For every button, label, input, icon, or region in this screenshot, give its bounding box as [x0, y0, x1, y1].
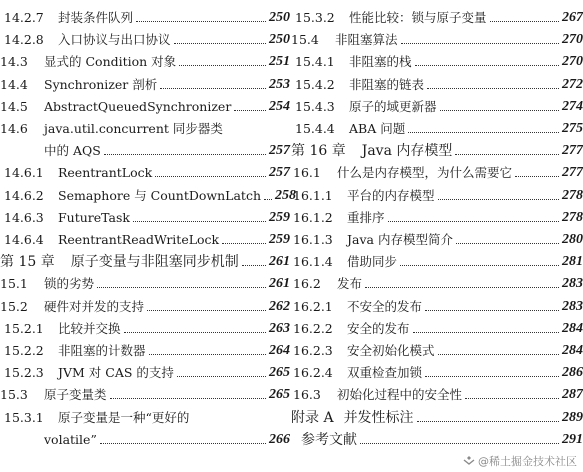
- dot-leader: [455, 154, 559, 155]
- dot-leader: [133, 221, 266, 222]
- toc-entry-title: 安全初始化模式: [347, 343, 435, 358]
- toc-entry[interactable]: [293, 359, 583, 381]
- toc-entry-title: 安全的发布: [347, 320, 410, 336]
- dot-leader: [360, 443, 559, 444]
- toc-entry-number: 15.1: [0, 276, 28, 292]
- toc-entry-number: 16.1.1: [293, 187, 333, 203]
- toc-entry-title: 借助同步: [347, 254, 398, 270]
- toc-entry-title: Java 内存模型简介: [347, 232, 453, 247]
- toc-entry-number: 15.2.2: [4, 343, 44, 358]
- toc-entry-number: 15.4.2: [295, 76, 335, 92]
- toc-entry-number: 16.3: [293, 387, 321, 403]
- toc-entry-page: 286: [562, 365, 583, 381]
- dot-leader: [147, 310, 266, 311]
- dot-leader: [110, 398, 266, 399]
- toc-entry-number: 15.2.1: [4, 320, 44, 336]
- toc-entry-page: 250: [269, 10, 290, 25]
- toc-entry-title: ABA 问题: [349, 121, 406, 136]
- toc-entry-page: 259: [269, 209, 290, 225]
- toc-entry-title: 非阻塞算法: [335, 32, 398, 48]
- toc-entry[interactable]: [4, 404, 290, 426]
- toc-chapter-heading[interactable]: [291, 137, 583, 159]
- toc-entry-title: 发布: [337, 276, 363, 292]
- toc-entry-number: 14.2.7: [4, 10, 44, 25]
- dot-leader: [234, 110, 266, 111]
- toc-entry-page: 291: [562, 431, 583, 447]
- dot-leader: [174, 43, 266, 44]
- toc-entry-number: 14.6.3: [4, 209, 44, 225]
- toc-entry[interactable]: [4, 359, 290, 381]
- dot-leader: [155, 176, 266, 177]
- toc-entry-title: ReentrantLock: [58, 165, 153, 181]
- appendix-label: 附录 A: [291, 409, 334, 426]
- toc-entry-number: 16.2.1: [293, 298, 333, 314]
- toc-entry-title: 不安全的发布: [347, 298, 423, 314]
- watermark-text: @稀土掘金技术社区: [478, 455, 577, 468]
- toc-entry-number: 15.2.3: [4, 365, 44, 381]
- toc-entry[interactable]: [293, 182, 583, 204]
- toc-entry[interactable]: [293, 315, 583, 337]
- dot-leader: [136, 21, 266, 22]
- toc-entry[interactable]: [295, 48, 583, 70]
- toc-entry-title: 硬件对并发的支持: [44, 298, 145, 314]
- toc-entry-page: 261: [269, 276, 290, 292]
- dot-leader: [222, 243, 266, 244]
- toc-entry[interactable]: [293, 248, 583, 270]
- dot-leader: [104, 154, 266, 155]
- toc-entry-page: 284: [562, 320, 583, 336]
- dot-leader: [242, 265, 266, 266]
- toc-entry-number: 16.2.4: [293, 365, 333, 381]
- toc-entry[interactable]: [4, 182, 297, 204]
- dot-leader: [490, 21, 559, 22]
- dot-leader: [415, 65, 559, 66]
- toc-entry[interactable]: [293, 293, 583, 315]
- juejin-logo-icon: [463, 456, 475, 466]
- toc-entry-page: 277: [562, 165, 583, 181]
- toc-entry-page: 250: [269, 32, 290, 48]
- toc-entry-number: 16.2: [293, 276, 321, 292]
- toc-entry-page: 275: [562, 121, 583, 136]
- toc-entry-number: 15.3.2: [295, 10, 335, 25]
- toc-entry-page: 270: [562, 32, 583, 48]
- toc-entry-page: 264: [269, 343, 290, 358]
- toc-entry[interactable]: [293, 159, 583, 181]
- toc-entry-title: 原子变量是一种“更好的: [58, 409, 190, 425]
- toc-entry-number: 14.6: [0, 121, 28, 136]
- toc-entry-page: 259: [269, 232, 290, 247]
- toc-entry[interactable]: [293, 204, 583, 226]
- dot-leader: [427, 88, 559, 89]
- toc-entry-title: 初始化过程中的安全性: [337, 387, 463, 403]
- toc-entry[interactable]: [291, 26, 583, 48]
- toc-entry-number: 15.4: [291, 32, 319, 48]
- toc-entry[interactable]: [293, 226, 583, 248]
- toc-entry[interactable]: [295, 71, 583, 93]
- dot-leader: [408, 132, 559, 133]
- toc-entry[interactable]: [0, 270, 290, 292]
- watermark: [463, 453, 577, 469]
- dot-leader: [465, 398, 559, 399]
- toc-entry-number: 14.4: [0, 76, 28, 92]
- toc-entry-page: 284: [562, 343, 583, 358]
- toc-entry[interactable]: [0, 48, 290, 70]
- toc-entry-title: 锁的劣势: [44, 276, 95, 292]
- dot-leader: [440, 110, 559, 111]
- toc-chapter-heading[interactable]: [0, 248, 290, 270]
- toc-entry[interactable]: [4, 159, 290, 181]
- dot-leader: [97, 287, 266, 288]
- toc-entry-title: 原子的域更新器: [349, 98, 437, 114]
- toc-entry[interactable]: [4, 204, 290, 226]
- toc-entry-number: 14.6.1: [4, 165, 44, 181]
- toc-entry-number: 14.6.2: [4, 187, 44, 203]
- toc-entry-title: Synchronizer 剖析: [44, 76, 158, 92]
- toc-entry[interactable]: [293, 337, 583, 359]
- toc-entry-number: 15.2: [0, 298, 28, 314]
- toc-entry[interactable]: [295, 93, 583, 115]
- dot-leader: [425, 310, 559, 311]
- toc-entry[interactable]: [0, 71, 290, 93]
- dot-leader: [264, 199, 272, 200]
- toc-entry-page: 283: [562, 276, 583, 292]
- toc-entry-title: 中的 AQS: [44, 143, 101, 159]
- toc-entry-title: 什么是内存模型，为什么需要它: [337, 165, 513, 181]
- toc-appendix-heading[interactable]: [291, 404, 583, 426]
- toc-entry-page: 253: [269, 76, 290, 92]
- toc-entry-number: 14.2.8: [4, 32, 44, 48]
- toc-entry-page: 263: [269, 320, 290, 336]
- toc-entry-number: 16.2.2: [293, 320, 333, 336]
- dot-leader: [400, 265, 559, 266]
- dot-leader: [388, 221, 559, 222]
- toc-entry-page: 262: [269, 298, 290, 314]
- toc-entry-title: volatile”: [44, 431, 97, 447]
- toc-entry-page: 257: [269, 143, 290, 159]
- toc-entry-number: 15.3.1: [4, 409, 44, 425]
- dot-leader: [124, 332, 266, 333]
- toc-entry-title: 封装条件队列: [58, 10, 134, 25]
- toc-entry-number: 16.1: [293, 165, 321, 181]
- toc-entry[interactable]: [4, 26, 290, 48]
- dot-leader: [438, 199, 559, 200]
- toc-entry-page: 289: [562, 409, 583, 425]
- toc-entry-number: 16.1.3: [293, 232, 333, 247]
- dot-leader: [425, 376, 559, 377]
- toc-entry-title: 比较并交换: [58, 320, 121, 336]
- dot-leader: [179, 65, 266, 66]
- chapter-title: 原子变量与非阻塞同步机制: [70, 254, 239, 271]
- toc-entry[interactable]: [295, 115, 583, 137]
- dot-leader: [100, 443, 266, 444]
- toc-entry-page: 265: [269, 365, 290, 381]
- toc-entry-page: 270: [562, 54, 583, 70]
- toc-entry-continuation[interactable]: [44, 137, 290, 159]
- toc-entry-page: 258: [275, 187, 297, 203]
- dot-leader: [456, 243, 559, 244]
- toc-entry-page: 266: [269, 431, 290, 447]
- dot-leader: [177, 376, 266, 377]
- toc-entry-title: ReentrantReadWriteLock: [58, 232, 220, 247]
- toc-entry-number: 15.4.4: [295, 121, 335, 136]
- toc-entry-title: 双重检查加锁: [347, 365, 423, 381]
- toc-entry[interactable]: [295, 4, 583, 26]
- toc-entry-number: 14.5: [0, 98, 28, 114]
- toc-entry-title: 性能比较：锁与原子变量: [349, 10, 487, 25]
- toc-entry-page: 267: [562, 10, 583, 25]
- toc-entry-number: 14.6.4: [4, 232, 44, 247]
- toc-entry-title: 入口协议与出口协议: [58, 32, 171, 48]
- toc-entry-page: 257: [269, 165, 290, 181]
- chapter-number: 第 15 章: [0, 254, 55, 271]
- toc-entry-title: 显式的 Condition 对象: [44, 54, 177, 70]
- toc-entry-number: 16.1.2: [293, 209, 333, 225]
- toc-entry-page: 277: [562, 143, 583, 159]
- toc-entry-page: 274: [562, 98, 583, 114]
- dot-leader: [401, 43, 559, 44]
- dot-leader: [417, 421, 559, 422]
- dot-leader: [365, 287, 559, 288]
- toc-entry-page: 278: [562, 187, 583, 203]
- chapter-number: 第 16 章: [291, 143, 346, 160]
- toc-entry-page: 287: [562, 387, 583, 403]
- toc-entry[interactable]: [293, 381, 583, 403]
- toc-entry-page: 278: [562, 209, 583, 225]
- toc-entry-title: 非阻塞的栈: [349, 54, 412, 70]
- toc-entry-number: 15.4.1: [295, 54, 335, 70]
- toc-entry-number: 16.1.4: [293, 254, 333, 270]
- dot-leader: [413, 332, 559, 333]
- toc-entry[interactable]: [293, 270, 583, 292]
- toc-entry[interactable]: [0, 381, 290, 403]
- toc-entry-number: 16.2.3: [293, 343, 333, 358]
- toc-entry-title: java.util.concurrent 同步器类: [44, 121, 223, 136]
- toc-entry[interactable]: [0, 293, 290, 315]
- toc-entry-title: Semaphore 与 CountDownLatch: [58, 187, 262, 203]
- toc-entry-number: 15.3: [0, 387, 28, 403]
- toc-entry-title: 重排序: [347, 209, 385, 225]
- toc-entry-page: 283: [562, 298, 583, 314]
- toc-entry[interactable]: [4, 315, 290, 337]
- toc-entry-title: FutureTask: [58, 209, 130, 225]
- appendix-title: 并发性标注: [343, 409, 414, 426]
- dot-leader: [515, 176, 559, 177]
- toc-entry[interactable]: [4, 337, 290, 359]
- toc-entry-title: 平台的内存模型: [347, 187, 435, 203]
- toc-entry-title: 非阻塞的计数器: [58, 343, 146, 358]
- toc-entry-title: AbstractQueuedSynchronizer: [44, 98, 232, 114]
- toc-entry-page: 280: [562, 232, 583, 247]
- toc-entry[interactable]: [0, 115, 290, 137]
- toc-entry-title: 原子变量类: [44, 387, 107, 403]
- dot-leader: [149, 354, 266, 355]
- toc-entry[interactable]: [4, 226, 290, 248]
- toc-entry-page: 251: [269, 54, 290, 70]
- dot-leader: [160, 88, 266, 89]
- toc-entry-number: 14.3: [0, 54, 28, 70]
- references-title: 参考文献: [301, 431, 357, 448]
- toc-entry-page: 254: [269, 98, 290, 114]
- toc-entry[interactable]: [4, 4, 290, 26]
- toc-entry-number: 15.4.3: [295, 98, 335, 114]
- toc-entry-title: 非阻塞的链表: [349, 76, 425, 92]
- toc-references-heading[interactable]: [291, 426, 583, 448]
- toc-entry-continuation[interactable]: [44, 426, 290, 448]
- toc-entry[interactable]: [0, 93, 290, 115]
- chapter-title: Java 内存模型: [361, 143, 453, 160]
- toc-entry-page: 265: [269, 387, 290, 403]
- toc-entry-page: 261: [269, 254, 290, 270]
- dot-leader: [438, 354, 559, 355]
- toc-entry-page: 272: [562, 76, 583, 92]
- toc-entry-title: JVM 对 CAS 的支持: [58, 365, 174, 381]
- toc-entry-page: 281: [562, 254, 583, 270]
